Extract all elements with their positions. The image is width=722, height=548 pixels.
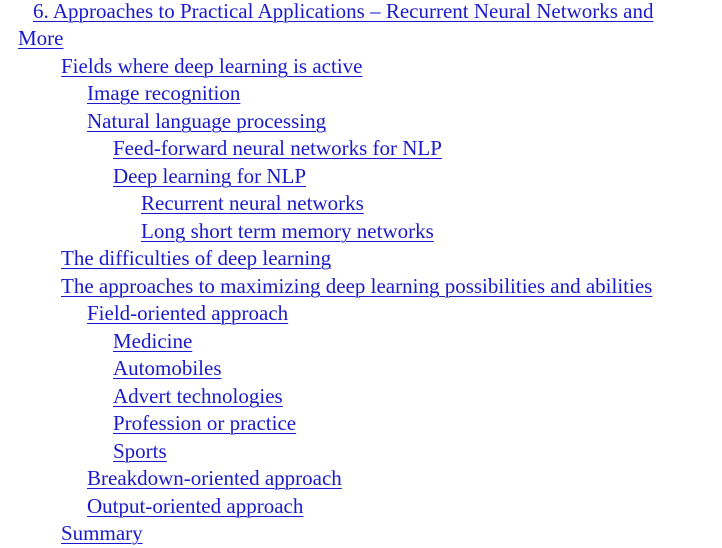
toc-link[interactable]: Fields where deep learning is active xyxy=(61,54,363,78)
toc-item-fields-where-deep-learning-is-active xyxy=(61,53,362,80)
toc-item-recurrent-neural-networks xyxy=(141,190,364,217)
toc-link[interactable]: The approaches to maximizing deep learning possibilities and abilities xyxy=(61,274,653,298)
toc-item-field-oriented-approach xyxy=(87,300,288,327)
toc-link[interactable]: Recurrent neural networks xyxy=(141,191,364,215)
toc-link[interactable]: Deep learning for NLP xyxy=(113,164,307,188)
toc-item-profession-or-practice xyxy=(113,410,296,437)
toc-link[interactable]: Field-oriented approach xyxy=(87,301,289,325)
toc-item-sports xyxy=(113,438,167,465)
toc-item-feed-forward-networks-nlp xyxy=(113,135,442,162)
toc-link[interactable]: The difficulties of deep learning xyxy=(61,246,332,270)
chapter-title-line-2 xyxy=(18,25,64,52)
toc-item-image-recognition xyxy=(87,80,240,107)
toc-item-summary xyxy=(61,520,143,547)
toc-link[interactable]: Natural language processing xyxy=(87,109,327,133)
toc-link[interactable]: Advert technologies xyxy=(113,384,283,408)
toc-item-difficulties-of-deep-learning xyxy=(61,245,331,272)
chapter-6-link-continued[interactable]: More xyxy=(18,26,64,50)
toc-item-deep-learning-for-nlp xyxy=(113,163,306,190)
toc-link[interactable]: Automobiles xyxy=(113,356,222,380)
chapter-title-line-1 xyxy=(33,0,653,25)
chapter-6-link[interactable]: 6. Approaches to Practical Applications – Recurrent Neural Networks and xyxy=(33,0,654,23)
toc-item-output-oriented-approach xyxy=(87,493,303,520)
toc-item-lstm-networks xyxy=(141,218,434,245)
toc-item-breakdown-oriented-approach xyxy=(87,465,342,492)
toc-link[interactable]: Output-oriented approach xyxy=(87,494,304,518)
toc-link[interactable]: Profession or practice xyxy=(113,411,297,435)
toc-item-medicine xyxy=(113,328,192,355)
toc-item-advert-technologies xyxy=(113,383,283,410)
toc-link[interactable]: Medicine xyxy=(113,329,193,353)
toc-item-natural-language-processing xyxy=(87,108,326,135)
toc-link[interactable]: Summary xyxy=(61,521,143,545)
toc-link[interactable]: Image recognition xyxy=(87,81,241,105)
toc-link[interactable]: Feed-forward neural networks for NLP xyxy=(113,136,442,160)
toc-link[interactable]: Breakdown-oriented approach xyxy=(87,466,342,490)
toc-item-approaches-to-maximizing xyxy=(61,273,652,300)
toc-link[interactable]: Long short term memory networks xyxy=(141,219,434,243)
toc-item-automobiles xyxy=(113,355,222,382)
toc-link[interactable]: Sports xyxy=(113,439,167,463)
